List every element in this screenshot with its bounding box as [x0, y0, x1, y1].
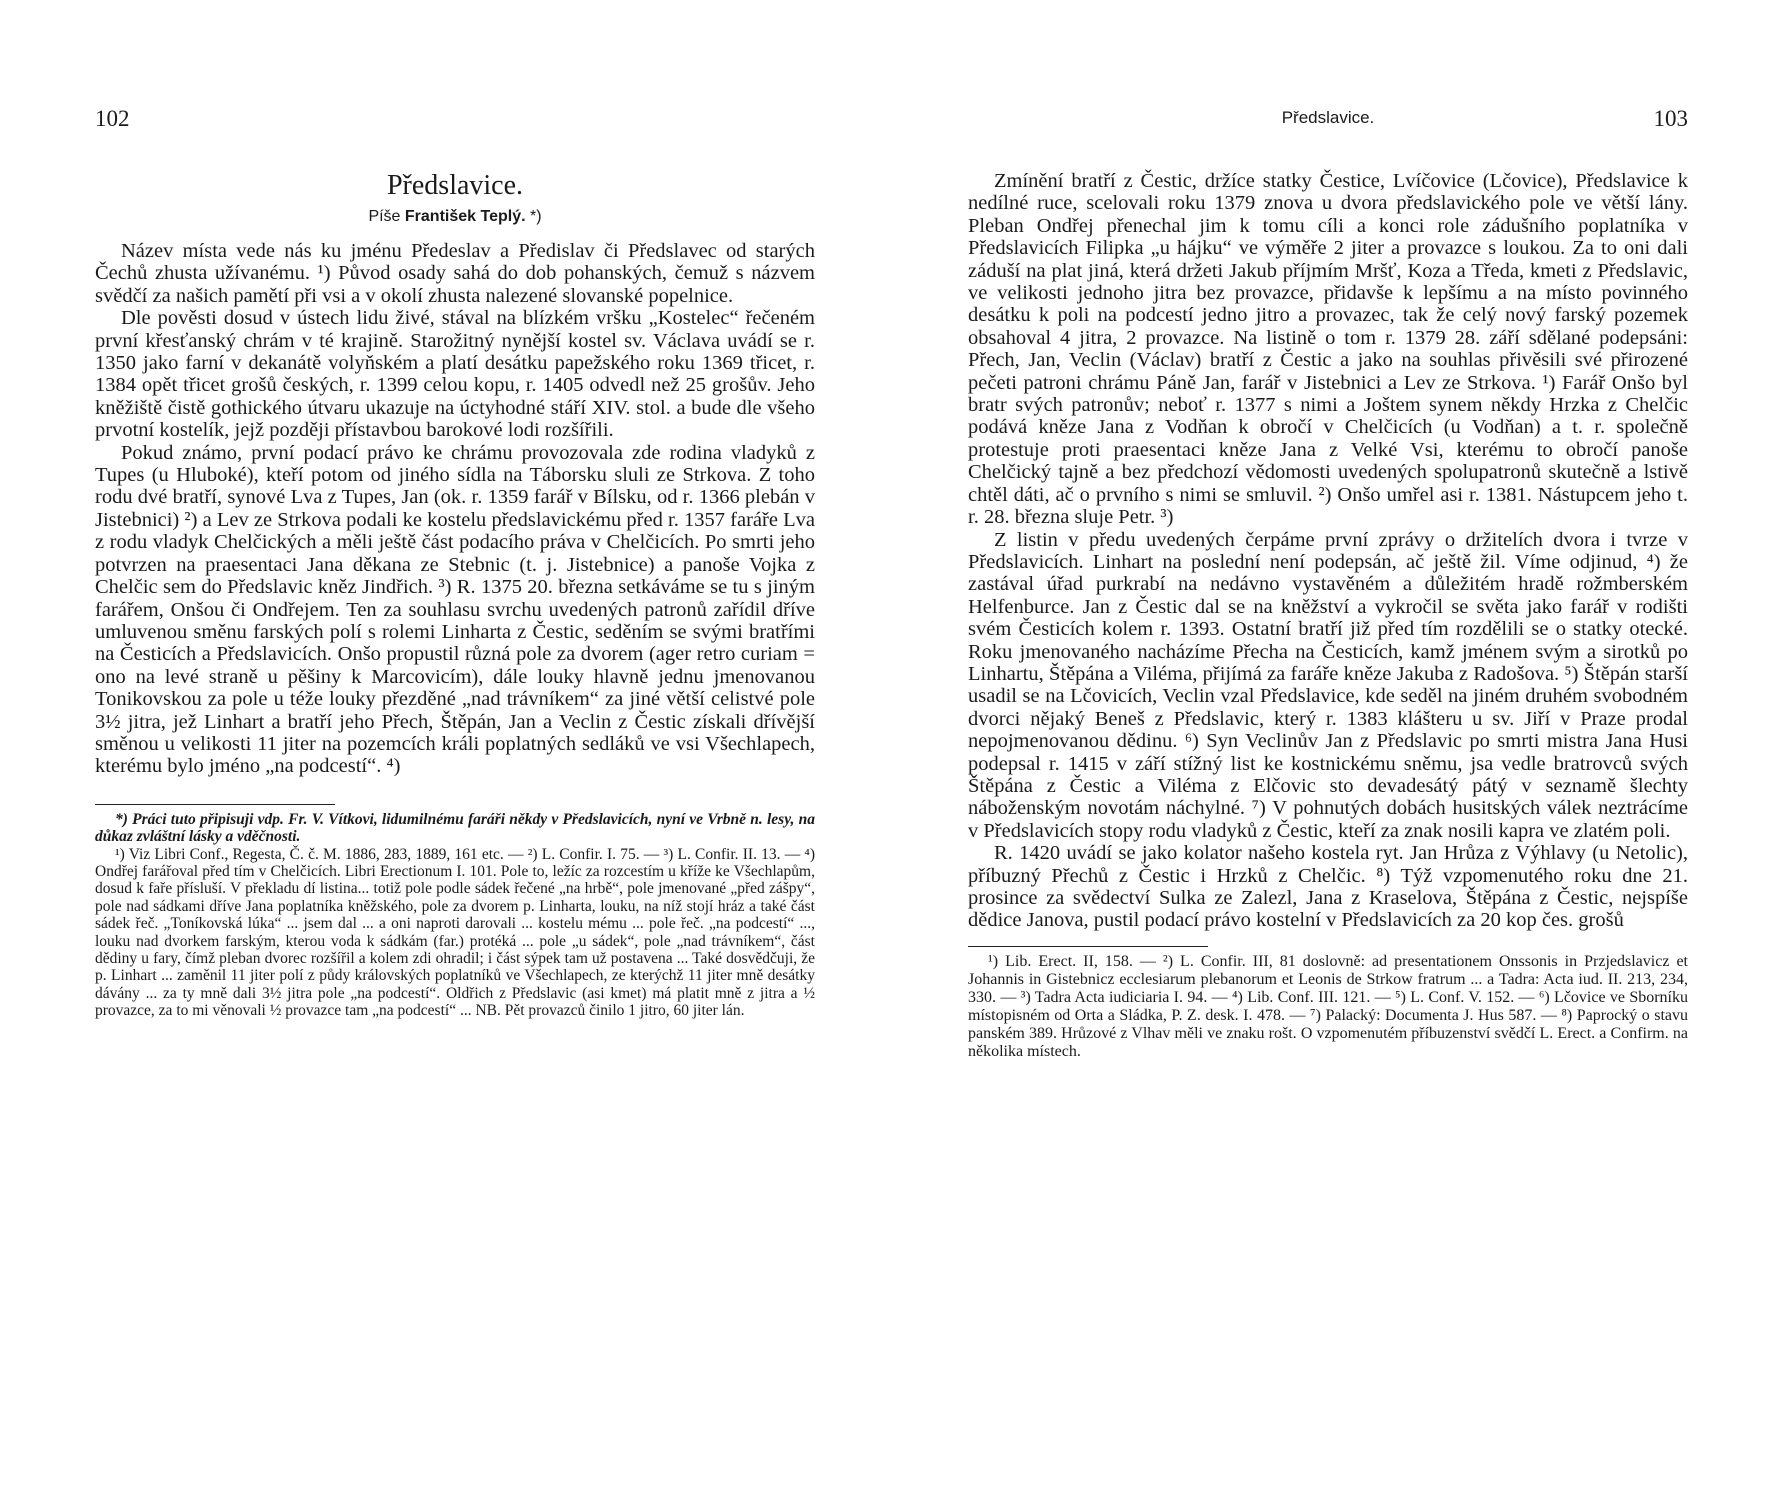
left-footnotes — [95, 811, 815, 1020]
paragraph: R. 1420 uvádí se jako kolator našeho kostela ryt. Jan Hrůza z Výhlavy (u Netolic), příbuzný Přechů z Čestic i Hrzků z Chelčic. ⁸) Týž vzpomenutého roku dne 21. prosince za svědectví Sulka ze Zalezl, Jana z Kraselova, Štěpána z Čestic, nejspíše dědice Janova, pustil podací právo kostelní v Předslavicích za 20 kop čes. grošů — [968, 842, 1688, 932]
right-footnotes — [968, 953, 1688, 1061]
running-title: Předslavice. — [1281, 108, 1375, 127]
left-running-head — [95, 100, 815, 140]
paragraph: Pokud známo, první podací právo ke chrámu provozovala zde rodina vladyků z Tupes (u Hluboké), kteří potom od jiného sídla na Táborsku sluli ze Strkova. Z toho rodu dvé bratří, synové Lva z Tupes, Jan (ok. r. 1359 farář v Bílsku, od r. 1366 plebán v Jistebnici) ²) a Lev ze Strkova podali ke kostelu předslavickému před r. 1357 faráře Lva z rodu vladyk Chelčických a měli ještě část podacího práva v Chelčicích. Po smrti jeho potvrzen na praesentaci Jana děkana ze Stebnic (t. j. Jistebnice) a panoše Vojka z Chelčic sem do Předslavic kněz Jindřich. ³) R. 1375 20. března setkáváme se tu s jiným farářem, Onšou či Ondřejem. Ten za souhlasu svrchu uvedených patronů zařídil dříve umluvenou směnu farských polí s rolemi Linharta z Čestic, seděním se svými bratřími na Česticích a Předslavicích. Onšo propustil různá pole za dvorem (ager retro curiam = ono na levé straně u pěšiny k Marcovicím), dále louky hlavně jednu jmenovanou Tonikovskou za pole u téže louky přezděné „nad trávníkem“ za jiné větší celistvé pole 3½ jitra, jež Linhart a bratří jeho Přech, Štěpán, Jan a Veclin z Čestic získali dřívější směnou u velikosti 11 jiter na pozemcích králi poplatných sedláků ve vsi Všechlapech, kterému bylo jméno „na podcestí“. ⁴) — [95, 441, 815, 778]
page-number: 103 — [1653, 106, 1688, 131]
right-body-text — [968, 170, 1688, 932]
right-running-head — [968, 100, 1688, 140]
paragraph: Název místa vede nás ku jménu Předeslav a Předislav či Předslavec od starých Čechů zhusta užívanému. ¹) Původ osady sahá do dob pohanských, čemuž s názvem svědčí za našich pamětí při vsi a v okolí zhusta nalezené slovanské popelnice. — [95, 240, 815, 307]
page-number: 102 — [95, 106, 130, 131]
paragraph: Zmínění bratří z Čestic, držíce statky Čestice, Lvíčovice (Lčovice), Předslavice k nedílné ruce, scelovali roku 1379 znova u dvora předslavického pole ve větší lány. Pleban Ondřej přenechal jim k tomu cíli a konci role zádušního poplatníka v Předslavicích Filipka „u hájku“ ve výměře 2 jiter a provazce s loukou. Za to oni dali záduší na plat jiná, která držeti Jakub příjmím Mršť, Koza a Tředa, kmeti z Předslavic, ve velikosti jednoho jitra bez provazce, přidavše k lepšímu a na místo povinného desátku k poli na podcestí jedno jitro a provazec, tak že celý nový farský pozemek obsahoval 4 jitra, 2 provazce. Na listině o tom r. 1379 28. září sdělané podepsáni: Přech, Jan, Veclin (Václav) bratří z Čestic a jako na souhlas přivěsili své přirozené pečeti patroni chrámu Páně Jan, farář v Jistebnici a Lev ze Strkova. ¹) Farář Onšo byl bratr svých patronův; neboť r. 1377 s nimi a Joštem synem někdy Hrzka z Chelčic podává kněze Jana z Vodňan k obročí v Chelčicích (u Vodňan) a t. r. společně protestuje proti praesentaci kněze Jana z Velké Vsi, kterému to obročí panoše Chelčický tajně a bez předchozí vědomosti uvedených spolupatronů skutečně a lstivě chtěl dáti, ač o prvního s nimi se smluvil. ²) Onšo umřel asi r. 1381. Nástupcem jeho t. r. 28. března sluje Petr. ³) — [968, 170, 1688, 529]
paragraph: Z listin v předu uvedených čerpáme první zprávy o držitelích dvora i tvrze v Předslavicích. Linhart na poslední není podepsán, ač ještě žil. Víme odjinud, ⁴) že zastával úřad purkrabí na nedávno vystavěném a důležitém hradě rožmberském Helfenburce. Jan z Čestic dal se na kněžství a vykročil se světa jako farář v rodišti svém Česticích kolem r. 1393. Ostatní bratří již před tím rozdělili se o statky otecké. Roku jmenovaného nacházíme Přecha na Česticích, kamž jménem svým a sirotků po Linhartu, Štěpána a Viléma, přijímá za faráře kněze Jakuba z Radošova. ⁵) Štěpán starší usadil se na Lčovicích, Veclin vzal Předslavice, kde seděl na jiném druhém svobodném dvorci nějaký Beneš z Předslavic, který r. 1383 klášteru u sv. Jiří v Praze prodal nepojmenovanou dědinu. ⁶) Syn Veclinův Jan z Předslavic po smrti mistra Jana Husi podepsal r. 1415 v září stížný list ke kostnickému sněmu, jsa vedle bratrovců svých Štěpána z Čestic a Viléma z Elčovic sto devadesátý pátý v seznamě šlechty náboženským novotám náchylné. ⁷) V pohnutých dobách husitských válek neztrácíme v Předslavicích stopy rodu vladyků z Čestic, kteří za znak nosili kapra ve zlatém poli. — [968, 528, 1688, 842]
left-page — [95, 100, 815, 1020]
left-body-text — [95, 240, 815, 778]
footnote-dedication: *) Práci tuto připisuji vdp. Fr. V. Vítkovi, lidumilnému faráři někdy v Předslavicích, nyní ve Vrbně n. lesy, na důkaz zvláštní lásky a vděčnosti. — [95, 810, 815, 846]
byline-footnote-mark: *) — [530, 208, 542, 225]
footnote: ¹) Lib. Erect. II, 158. — ²) L. Confir. III, 81 doslovně: ad presentationem Onssonis in Przjedslavicz et Johannis in Gistebnicz ecclesiarum plebanorum et Leonis de Strkow fratrum ... a Tadra: Acta iud. II. 213, 234, 330. — ³) Tadra Acta iudiciaria I. 94. — ⁴) Lib. Conf. III. 121. — ⁵) L. Conf. V. 152. — ⁶) Lčovice ve Sborníku místopisném od Orta a Sládka, P. Z. desk. I. 478. — ⁷) Palacký: Documenta J. Hus 587. — ⁸) Paprocký o stavu panském 389. Hrůzové z Vlhav měli ve znaku rošt. O vzpomenutém příbuzenství svědčí L. Erect. a Confirm. na několika místech. — [968, 952, 1688, 1060]
right-page — [968, 100, 1688, 1061]
footnote: ¹) Viz Libri Conf., Regesta, Č. č. M. 1886, 283, 1889, 161 etc. — ²) L. Confir. I. 75. — ³) L. Confir. II. 13. — ⁴) Ondřej farářoval před tím v Chelčicích. Libri Erectionum I. 101. Pole to, ležíc za rozcestím u kříže ke Všechlapům, dosud k faře přísluší. V překladu dí listina... totiž pole podle sádek řečené „na hrbě“, pole jmenované „před zášpy“, pole nad sádkami dříve Jana poplatníka kněžského, pole za dvorem p. Linharta, louku, na níž stojí hráz a také část sádek řeč. „Toníkovská lúka“ ... jsem dal ... a oni naproti darovali ... kostelu mému ... pole řeč. „na podcestí“ ..., louku nad dvorkem farským, kterou voda k sádkám (far.) protéká ... pole „u sádek“, pole „nad trávníkem“, část dědiny u fary, čímž pleban dvorec rozšířil a kolem zdi ohradil; i část sýpek tam už postavena ... Také dosvědčuji, že p. Linhart ... zaměnil 11 jiter polí z půdy královských poplatníků ve Všechlapech, ze kterýchž 11 jiter mně desátky dávány ... za ty mně dali 3½ jitra pole „na podcestí“. Oldřich z Předslavic (asi kmet) má platit mně z jitra a ½ provazce, za to mi věnovali ½ provazce tam „na podcestí“ ... NB. Pět provazců činilo 1 jitro, 60 jiter lán. — [95, 845, 815, 1020]
footnote-rule — [95, 804, 335, 805]
paragraph: Dle pověsti dosud v ústech lidu živé, stával na blízkém vršku „Kostelec“ řečeném první křesťanský chrám v té krajině. Starožitný nynější kostel sv. Václava uvádí se r. 1350 jako farní v dekanátě volyňském a platí desátku papežského roku 1369 třicet, r. 1384 opět třicet grošů českých, r. 1399 celou kopu, r. 1405 odvedl než 25 grošův. Jeho kněžiště čistě gothického útvaru ukazuje na úctyhodné stáří XIV. stol. a bude dle všeho prvotní kostelík, jejž později přístavbou barokové lodi rozšířili. — [95, 307, 815, 442]
footnote-rule — [968, 946, 1208, 947]
article-title: Předslavice. — [386, 170, 524, 201]
byline-prefix: Píše — [368, 208, 401, 225]
byline — [95, 208, 815, 226]
byline-author: František Teplý. — [404, 208, 526, 225]
